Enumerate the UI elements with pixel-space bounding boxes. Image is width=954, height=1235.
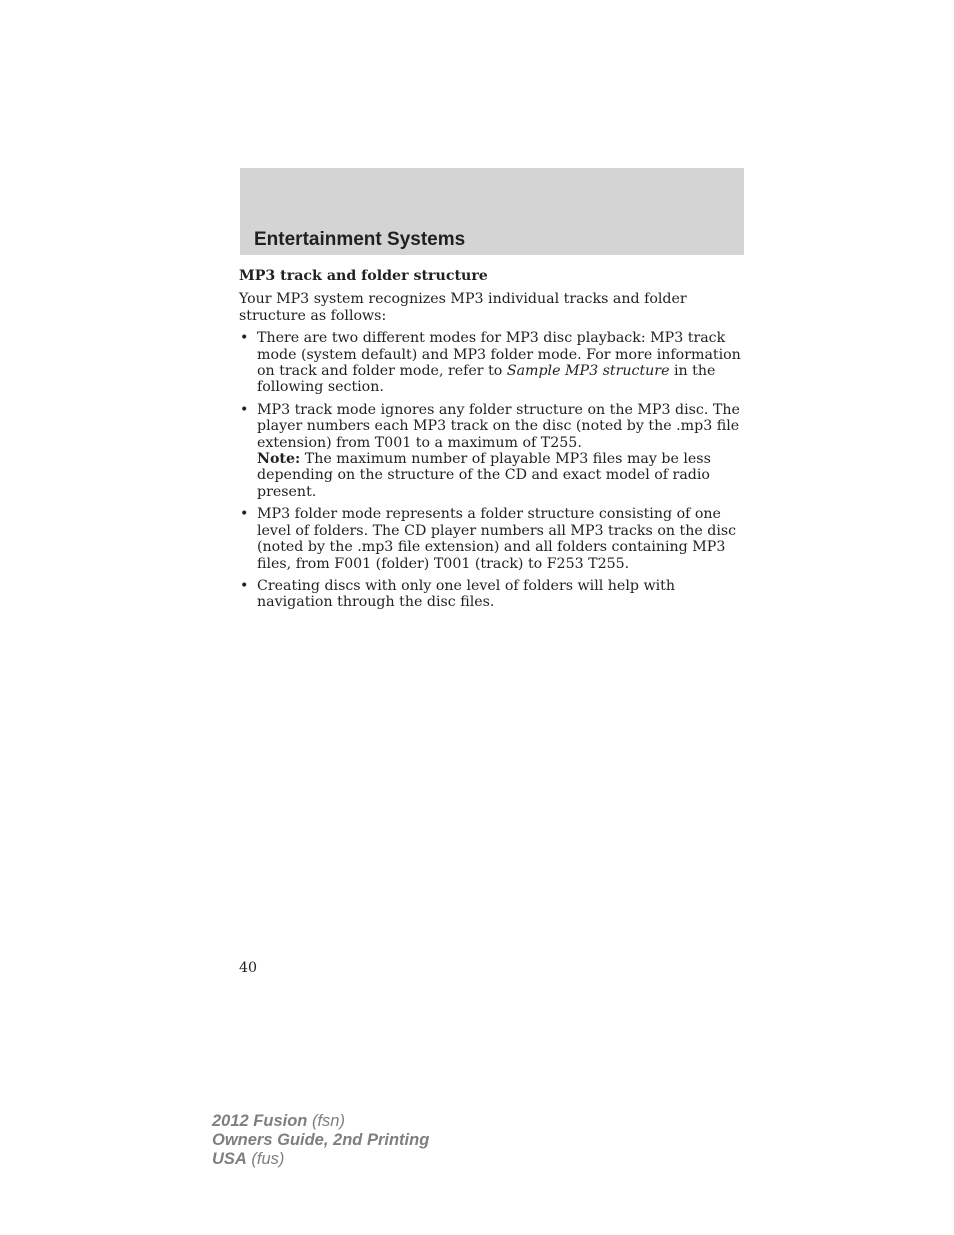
bullet-icon: • xyxy=(240,401,249,418)
intro-paragraph: Your MP3 system recognizes MP3 individual tracks and folder structure as follows: xyxy=(239,291,687,324)
list-item xyxy=(239,402,745,500)
footer-market-code: (fus) xyxy=(246,1150,285,1168)
bullet-icon: • xyxy=(240,330,249,347)
footer-line-market xyxy=(212,1150,429,1169)
page-number: 40 xyxy=(239,960,258,976)
footer-model: 2012 Fusion xyxy=(212,1112,308,1130)
list-item xyxy=(239,578,745,611)
main-content xyxy=(239,268,745,617)
footer-market: USA xyxy=(212,1150,247,1168)
document-footer xyxy=(212,1112,429,1169)
bullet-text: MP3 track mode ignores any folder structure on the MP3 disc. The player numbers each MP3 track on the disc (noted by the .mp3 file extension) from T001 to a maximum of T255. xyxy=(257,401,740,451)
list-item xyxy=(239,330,745,396)
bullet-text: Creating discs with only one level of folders will help with navigation through the disc files. xyxy=(257,577,675,611)
bullet-icon: • xyxy=(240,577,249,594)
cross-reference: Sample MP3 structure xyxy=(506,363,670,380)
bullet-text: MP3 folder mode represents a folder structure consisting of one level of folders. The CD player numbers all MP3 tracks on the disc (noted by the .mp3 file extension) and all folders containing MP3 files, from F001 (folder) T001 (track) to F253 T255. xyxy=(257,506,737,572)
note-text: The maximum number of playable MP3 files may be less depending on the structure of the CD and exact model of radio present. xyxy=(257,451,711,500)
section-header-band xyxy=(240,168,744,255)
bullet-text: in the following section. xyxy=(257,363,716,396)
section-title: Entertainment Systems xyxy=(254,229,466,250)
subheading: MP3 track and folder structure xyxy=(239,268,488,284)
footer-guide: Owners Guide, 2nd Printing xyxy=(212,1131,430,1149)
note-label: Note: xyxy=(257,451,301,468)
footer-line-model xyxy=(212,1112,429,1131)
list-item xyxy=(239,506,745,572)
bullet-icon: • xyxy=(240,506,249,523)
bullet-list xyxy=(239,330,745,611)
footer-line-guide xyxy=(212,1131,429,1150)
footer-model-code: (fsn) xyxy=(307,1112,345,1130)
bullet-text: There are two different modes for MP3 disc playback: MP3 track mode (system default) and MP3 folder mode. For more information on track and folder mode, refer to xyxy=(257,330,741,380)
